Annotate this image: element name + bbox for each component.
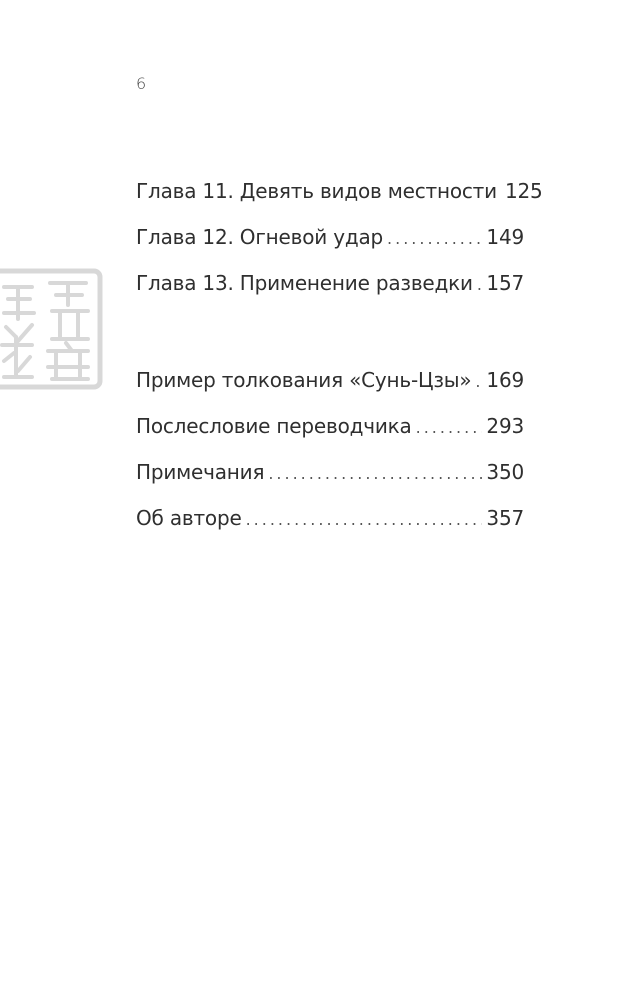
toc-entry-title: Пример толкования «Сунь-Цзы» bbox=[136, 368, 472, 392]
toc-leader-dots bbox=[246, 510, 483, 529]
toc-entry-page: 169 bbox=[486, 368, 524, 392]
toc-entry-title: Примечания bbox=[136, 460, 265, 484]
toc-entry-title: Об авторе bbox=[136, 506, 242, 530]
toc-entry-title: Глава 12. Огневой удар bbox=[136, 225, 384, 249]
toc-entry-page: 149 bbox=[486, 225, 524, 249]
toc-leader-dots bbox=[416, 418, 483, 437]
toc-entry[interactable] bbox=[136, 460, 524, 506]
toc-entry-title: Послесловие переводчика bbox=[136, 414, 412, 438]
toc-entry-page: 125 bbox=[504, 179, 543, 203]
toc-leader-dots bbox=[268, 464, 482, 483]
toc-leader-dots bbox=[477, 275, 483, 294]
toc-leader-dots bbox=[475, 372, 482, 391]
toc-entry-page: 293 bbox=[486, 414, 524, 438]
toc-entry-page: 157 bbox=[486, 271, 524, 295]
toc-entry[interactable] bbox=[136, 506, 524, 552]
toc-leader-dots bbox=[387, 229, 482, 248]
toc-group-chapters bbox=[136, 179, 543, 317]
chinese-seal-stamp-icon bbox=[0, 267, 104, 391]
toc-entry-page: 357 bbox=[486, 506, 524, 530]
toc-entry[interactable] bbox=[136, 179, 543, 225]
toc-entry-page: 350 bbox=[486, 460, 524, 484]
toc-entry[interactable] bbox=[136, 225, 524, 271]
toc-entry-title: Глава 13. Применение разведки bbox=[136, 271, 473, 295]
toc-entry[interactable] bbox=[136, 271, 524, 317]
toc-entry[interactable] bbox=[136, 414, 524, 460]
toc-entry-title: Глава 11. Девять видов местности bbox=[136, 179, 497, 203]
toc-group-appendix bbox=[136, 368, 524, 552]
toc-entry[interactable] bbox=[136, 368, 524, 414]
page-number: 6 bbox=[136, 74, 147, 93]
